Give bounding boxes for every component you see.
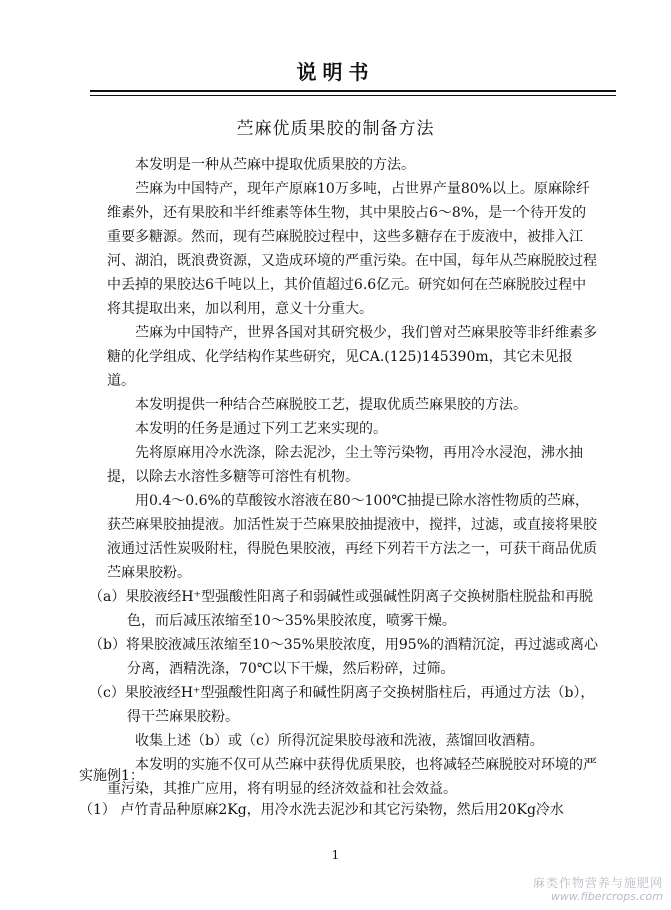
example-heading: 实施例1： (79, 768, 144, 784)
paragraph-research: 苎麻为中国特产，世界各国对其研究极少，我们曾对苎麻果胶等非纤维素多糖的化学组成、化学结构作某些研究，见CA.(125)145390m，其它未见报道。 (107, 325, 597, 389)
document-title: 苎麻优质果胶的制备方法 (236, 119, 435, 139)
header-title: 说明书 (296, 60, 375, 84)
paragraph-task: 本发明的任务是通过下列工艺来实现的。 (135, 421, 387, 437)
paragraph-provides: 本发明提供一种结合苎麻脱胶工艺，提取优质苎麻果胶的方法。 (135, 397, 527, 413)
site-watermark (533, 877, 663, 903)
header-rule-thin (90, 95, 616, 96)
watermark-url: www.fibercrops.com (550, 890, 663, 903)
page-number: 1 (331, 848, 340, 862)
watermark-text: 麻类作物营养与施肥网 (532, 876, 663, 890)
option-c: （c）果胶液经H⁺型强酸性阳离子和碱性阴离子交换树脂柱后，再通过方法（b），得干苎麻果胶粉。 (89, 685, 595, 725)
example-step-1: （1） 卢竹青品种原麻2Kg，用冷水洗去泥沙和其它污染物，然后用20Kg冷水 (79, 802, 564, 818)
option-a: （a）果胶液经H⁺型强酸性阳离子和弱碱性或强碱性阴离子交换树脂柱脱盐和再脱色，而后减压浓缩至10～35%果胶浓度，喷雾干燥。 (89, 589, 593, 629)
document-body (89, 153, 599, 801)
header-rule-thick (90, 90, 616, 92)
paragraph-benefit: 本发明的实施不仅可从苎麻中获得优质果胶，也将减轻苎麻脱胶对环境的严重污染，其推广应用，将有明显的经济效益和社会效益。 (107, 757, 597, 797)
paragraph-background: 苎麻为中国特产，现年产原麻10万多吨，占世界产量80%以上。原麻除纤维素外，还有果胶和半纤维素等体生物，其中果胶占6～8%，是一个待开发的重要多糖源。然而，现有苎麻脱胶过程中，这些多糖存在于废液中，被排入江河、湖泊，既浪费资源，又造成环境的严重污染。在中国，每年从苎麻脱胶过程中丢掉的果胶达6千吨以上，其价值超过6.6亿元。研究如何在苎麻脱胶过程中将其提取出来，加以利用，意义十分重大。 (107, 181, 597, 317)
option-b: （b）将果胶液减压浓缩至10～35%果胶浓度，用95%的酒精沉淀，再过滤或离心分离，酒精洗涤，70℃以下干燥，然后粉碎，过筛。 (89, 637, 599, 677)
paragraph-wash: 先将原麻用冷水洗涤，除去泥沙，尘土等污染物，再用冷水浸泡，沸水抽提，以除去水溶性多糖等可溶性有机物。 (107, 445, 583, 485)
paragraph-collect: 收集上述（b）或（c）所得沉淀果胶母液和洗液，蒸馏回收酒精。 (135, 733, 544, 749)
paragraph-intro: 本发明是一种从苎麻中提取优质果胶的方法。 (135, 157, 415, 173)
paragraph-extract: 用0.4～0.6%的草酸铵水溶液在80～100℃抽提已除水溶性物质的苎麻，获苎麻果胶抽提液。加活性炭于苎麻果胶抽提液中，搅拌，过滤，或直接将果胶液通过活性炭吸附柱，得脱色果胶液，再经下列若干方法之一，可获干商品优质苎麻果胶粉。 (107, 493, 597, 581)
